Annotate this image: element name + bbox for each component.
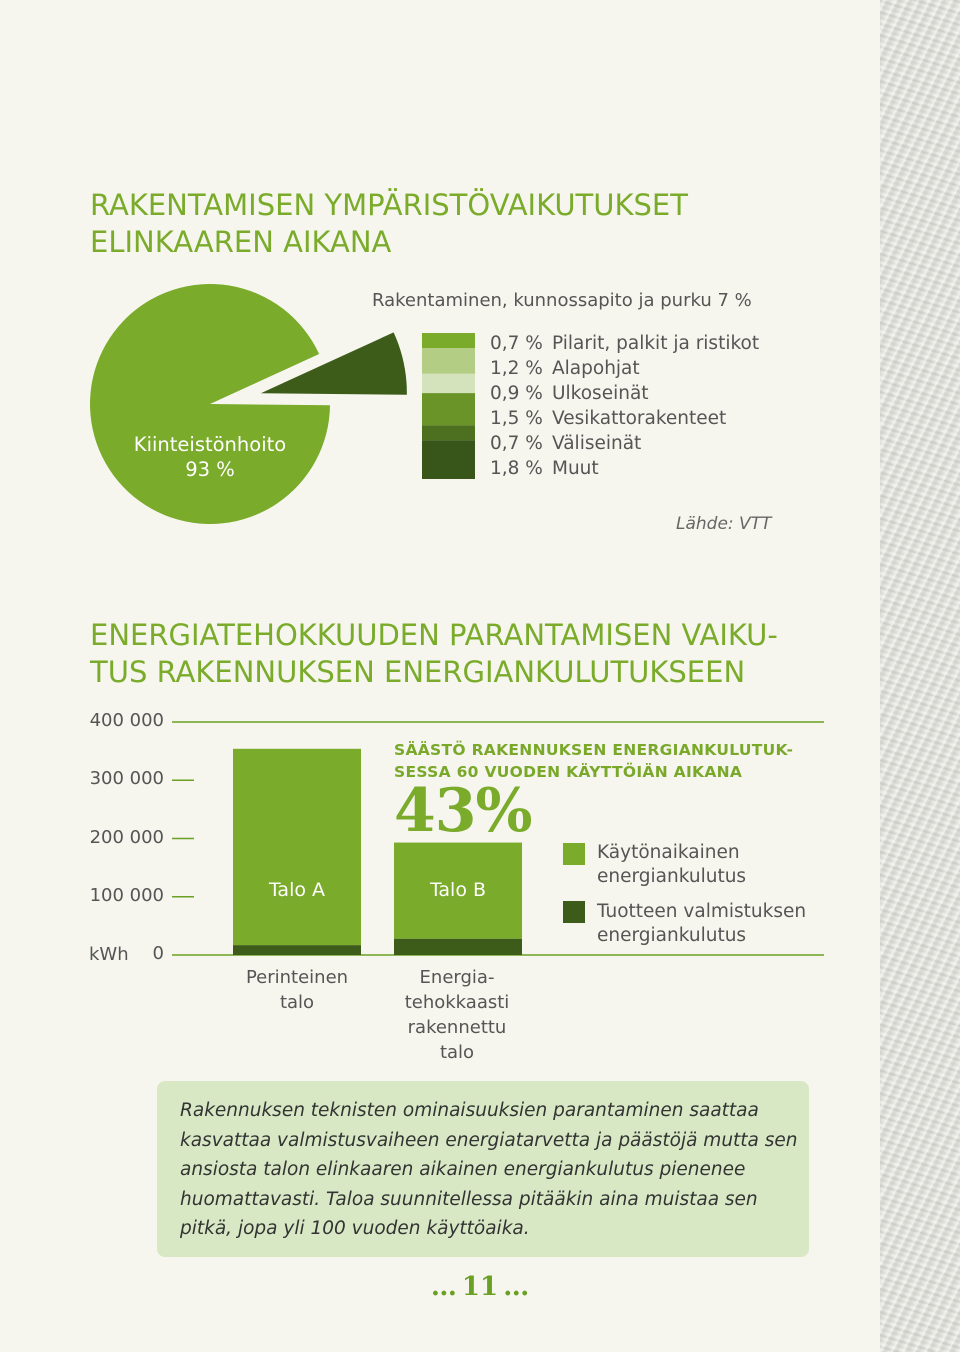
breakdown-segment (422, 393, 475, 425)
title-line-2: TUS RAKENNUKSEN ENERGIANKULUTUKSEEN (90, 655, 746, 689)
y-tick-label: 400 000 (89, 710, 164, 731)
savings-line-2: SESSA 60 VUODEN KÄYTTÖIÄN AIKANA (394, 763, 743, 781)
legend-swatch-production (563, 901, 585, 923)
breakdown-legend-label: Ulkoseinät (552, 383, 649, 404)
breakdown-segment (422, 440, 475, 479)
page-number (0, 1272, 960, 1302)
breakdown-legend-pct: 0,7 % (490, 433, 543, 454)
breakdown-stack (422, 333, 475, 479)
bar-label-talo-a: Talo A (268, 879, 326, 901)
title-line-2: ELINKAAREN AIKANA (90, 225, 392, 259)
category-description-a: Perinteinen talo (245, 967, 349, 1013)
y-tick-label: 100 000 (89, 884, 164, 906)
breakdown-legend-pct: 1,5 % (490, 408, 543, 429)
legend-label-production: Tuotteen valmistuksen energiankulutus (597, 901, 807, 946)
page-dots-left: … (430, 1272, 457, 1302)
title-line-1: ENERGIATEHOKKUUDEN PARANTAMISEN VAIKU- (90, 618, 778, 652)
y-tick-label: 0 (152, 943, 164, 964)
breakdown-legend-pct: 1,8 % (490, 458, 543, 479)
page-number-value: 11 (461, 1272, 499, 1302)
bar-segment (394, 939, 522, 955)
breakdown-legend-label: Alapohjat (552, 358, 640, 379)
bar-label-talo-b: Talo B (429, 879, 487, 901)
bar-segment (233, 749, 361, 945)
breakdown-segment (422, 333, 475, 348)
y-tick-label: 200 000 (89, 826, 164, 848)
breakdown-segment (422, 425, 475, 440)
legend-swatch-use (563, 843, 585, 865)
category-description-b: Energia- tehokkaasti rakennettu talo (404, 967, 510, 1063)
breakdown-legend-item (490, 358, 640, 379)
breakdown-segment (422, 348, 475, 374)
title-line-1: RAKENTAMISEN YMPÄRISTÖVAIKUTUKSET (90, 188, 688, 222)
pie-slice-kiinteistonhoito (90, 284, 330, 524)
breakdown-legend-pct: 1,2 % (490, 358, 543, 379)
pie-label-main (128, 432, 292, 482)
y-tick-label: 300 000 (89, 768, 164, 790)
breakdown-legend-item (490, 433, 641, 454)
legend-label-use: Käytönaikainen energiankulutus (597, 842, 747, 887)
breakdown-legend-item (490, 383, 649, 404)
pie-small-slice-label: Rakentaminen, kunnossapito ja purku 7 % (372, 290, 752, 311)
breakdown-legend-label: Muut (552, 458, 599, 479)
breakdown-legend-pct: 0,7 % (490, 333, 543, 354)
savings-line-1: SÄÄSTÖ RAKENNUKSEN ENERGIANKULUTUK- (394, 741, 794, 759)
breakdown-segment (422, 374, 475, 393)
savings-value: 43% (394, 776, 532, 846)
bar-segment (233, 945, 361, 955)
info-box-text: Rakennuksen teknisten ominaisuuksien parantaminen saattaa kasvattaa valmistusvaiheen energiatarvetta ja päästöjä mutta sen ansiosta talon elinkaaren aikainen energiankulutus pienenee huomattavasti. Taloa suunnitellessa pitääkin aina muistaa sen pitkä, jopa yli 100 vuoden käyttöaika. (180, 1100, 798, 1239)
section-title-energy (90, 617, 778, 691)
page-dots-right: … (503, 1272, 530, 1302)
breakdown-legend-item (490, 408, 726, 429)
source-note: Lähde: VTT (676, 514, 772, 534)
breakdown-legend-label: Väliseinät (552, 433, 642, 454)
breakdown-legend-item (490, 333, 759, 354)
breakdown-legend-label: Pilarit, palkit ja ristikot (552, 333, 760, 354)
breakdown-legend-label: Vesikattorakenteet (552, 408, 727, 429)
pie-label-name: Kiinteistönhoito (133, 433, 287, 456)
breakdown-legend-pct: 0,9 % (490, 383, 543, 404)
y-axis-unit: kWh (89, 944, 129, 965)
pie-label-value: 93 % (185, 458, 235, 481)
breakdown-legend-item (490, 458, 599, 479)
